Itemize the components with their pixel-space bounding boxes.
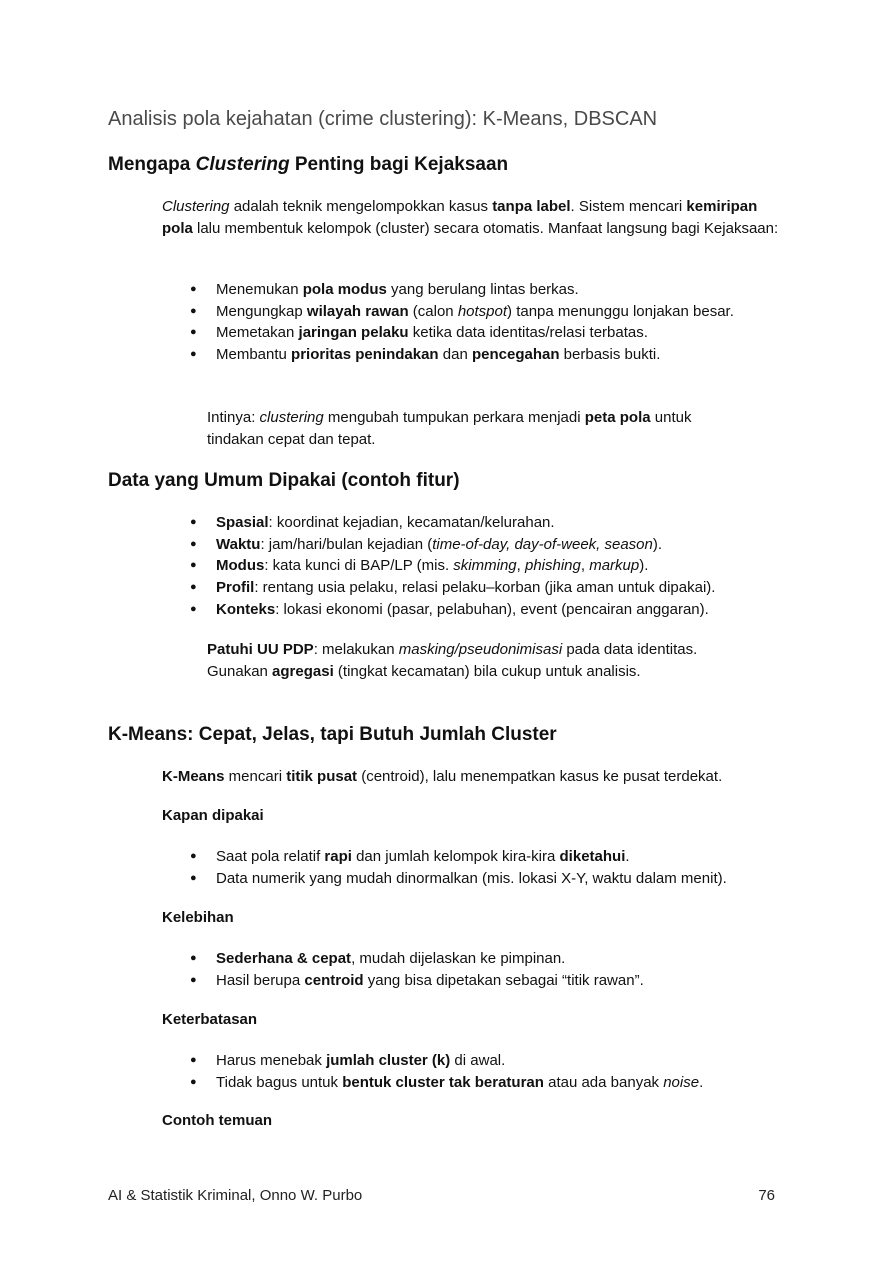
- text: pada data identitas. Gunakan: [207, 641, 698, 680]
- text-bold: bentuk cluster tak beraturan: [342, 1073, 544, 1091]
- text: : koordinat kejadian, kecamatan/kelurahan.: [268, 514, 555, 531]
- list-item: [190, 322, 750, 344]
- text: mencari: [224, 768, 287, 785]
- text-italic: noise: [663, 1073, 700, 1091]
- text: dan jumlah kelompok kira-kira: [351, 848, 560, 865]
- list-item: [190, 301, 750, 323]
- subheading-when: Kapan dipakai: [162, 807, 264, 824]
- text: : kata kunci di BAP/LP (mis.: [264, 557, 454, 575]
- list-item: [190, 577, 780, 599]
- pdp-note: [207, 639, 707, 683]
- list-item: [190, 1072, 780, 1094]
- text-italic: clustering: [259, 409, 324, 426]
- text: : lokasi ekonomi (pasar, pelabuhan), event (pencairan anggaran).: [275, 600, 709, 618]
- subheading-advantages: Kelebihan: [162, 909, 234, 926]
- text-bold: Sederhana & cepat: [216, 950, 352, 967]
- kmeans-paragraph: [162, 766, 802, 788]
- text-bold: prioritas penindakan: [291, 346, 439, 364]
- text: .: [625, 848, 630, 865]
- text: ) tanpa menunggu lonjakan besar.: [507, 302, 734, 320]
- list-item: [190, 512, 780, 534]
- text: (centroid), lalu menempatkan kasus ke pusat terdekat.: [357, 768, 723, 785]
- text-bold: Patuhi UU PDP: [207, 641, 314, 658]
- document-title: Analisis pola kejahatan (crime clustering): K-Means, DBSCAN: [108, 108, 658, 130]
- text-bold: jumlah cluster (k): [326, 1052, 451, 1069]
- text-bold: peta pola: [584, 409, 651, 426]
- benefits-list: [190, 279, 750, 366]
- text: berbasis bukti.: [559, 346, 661, 364]
- text-bold: Modus: [216, 557, 265, 575]
- text-bold: centroid: [304, 971, 364, 989]
- text: dan: [438, 346, 472, 364]
- section-heading-clustering: [108, 154, 508, 176]
- text: (calon: [408, 302, 458, 320]
- footer-book-title: AI & Statistik Kriminal, Onno W. Purbo: [108, 1187, 363, 1204]
- text: Mengungkap: [216, 302, 307, 320]
- text: : jam/hari/bulan kejadian (: [260, 535, 433, 553]
- list-item: [190, 1050, 780, 1072]
- when-list: [190, 846, 780, 889]
- text-bold: pencegahan: [471, 346, 560, 364]
- heading-text: Mengapa: [108, 154, 196, 175]
- text-italic: Clustering: [162, 198, 230, 215]
- text: ,: [580, 557, 590, 575]
- text: : rentang usia pelaku, relasi pelaku–korban (jika aman untuk dipakai).: [254, 579, 716, 597]
- text-bold: Profil: [216, 579, 255, 597]
- section-heading-kmeans: K-Means: Cepat, Jelas, tapi Butuh Jumlah Cluster: [108, 724, 557, 745]
- text-italic: time-of-day, day-of-week, season: [432, 535, 653, 553]
- list-item: [190, 555, 780, 577]
- text-italic: phishing: [524, 557, 581, 575]
- list-item: [190, 599, 780, 621]
- subheading-limitations: Keterbatasan: [162, 1011, 258, 1028]
- text: di awal.: [450, 1052, 506, 1069]
- text: Intinya:: [207, 409, 260, 426]
- text-italic: hotspot: [457, 302, 508, 320]
- heading-text: Penting bagi Kejaksaan: [289, 154, 509, 175]
- text: ,: [516, 557, 525, 575]
- text-bold: tanpa label: [492, 198, 571, 215]
- text: Tidak bagus untuk: [216, 1073, 343, 1091]
- text: ketika data identitas/relasi terbatas.: [408, 324, 648, 342]
- text: Saat pola relatif: [216, 848, 325, 865]
- text: Memetakan: [216, 324, 299, 342]
- text: yang bisa dipetakan sebagai “titik rawan”.: [363, 971, 644, 989]
- heading-emphasis: Clustering: [195, 154, 290, 175]
- limitations-list: [190, 1050, 780, 1093]
- text-bold: titik pusat: [286, 768, 358, 785]
- text: adalah teknik mengelompokkan kasus: [229, 198, 493, 215]
- text-bold: wilayah rawan: [306, 302, 409, 320]
- list-item: [190, 279, 750, 301]
- text-bold: Konteks: [216, 600, 276, 618]
- text-bold: jaringan pelaku: [298, 324, 409, 342]
- text-bold: Waktu: [216, 535, 261, 553]
- list-item: [190, 534, 780, 556]
- text: : melakukan: [313, 641, 399, 658]
- text: yang berulang lintas berkas.: [386, 281, 579, 298]
- intro-paragraph: [162, 196, 782, 240]
- text-italic: markup: [589, 557, 640, 575]
- text: Harus menebak: [216, 1052, 327, 1069]
- advantages-list: [190, 948, 780, 991]
- list-item: ● Data numerik yang mudah dinormalkan (mis. lokasi X-Y, waktu dalam menit).: [190, 868, 780, 890]
- text: lalu membentuk kelompok (cluster) secara otomatis. Manfaat langsung bagi Kejaksaan:: [192, 220, 779, 237]
- text: untuk tindakan cepat dan tepat.: [207, 409, 692, 448]
- text: Membantu: [216, 346, 292, 364]
- list-item: [190, 970, 780, 992]
- features-list: [190, 512, 780, 621]
- text-bold: Spasial: [216, 514, 269, 531]
- text: ).: [639, 557, 649, 575]
- text-bold: agregasi: [272, 663, 334, 680]
- text-bold: diketahui: [559, 848, 626, 865]
- text-bold: kemiripan pola: [162, 198, 758, 237]
- text: (tingkat kecamatan) bila cukup untuk analisis.: [333, 663, 641, 680]
- text: . Sistem mencari: [570, 198, 687, 215]
- summary-note: [207, 407, 752, 451]
- text: ).: [652, 535, 663, 553]
- text: .: [699, 1073, 704, 1091]
- text: Menemukan: [216, 281, 303, 298]
- text-bold: rapi: [324, 848, 352, 865]
- text: Hasil berupa: [216, 971, 305, 989]
- text-bold: pola modus: [302, 281, 387, 298]
- text-italic: masking/pseudonimisasi: [398, 641, 563, 658]
- text-italic: skimming: [453, 557, 517, 575]
- text: atau ada banyak: [543, 1073, 664, 1091]
- text-bold: K-Means: [162, 768, 225, 785]
- page-number: 76: [758, 1187, 775, 1204]
- list-item: [190, 846, 780, 868]
- list-item: [190, 948, 780, 970]
- text: , mudah dijelaskan ke pimpinan.: [351, 950, 566, 967]
- list-item: [190, 344, 750, 366]
- text: mengubah tumpukan perkara menjadi: [323, 409, 585, 426]
- section-heading-data: Data yang Umum Dipakai (contoh fitur): [108, 470, 460, 491]
- subheading-findings: Contoh temuan: [162, 1112, 272, 1129]
